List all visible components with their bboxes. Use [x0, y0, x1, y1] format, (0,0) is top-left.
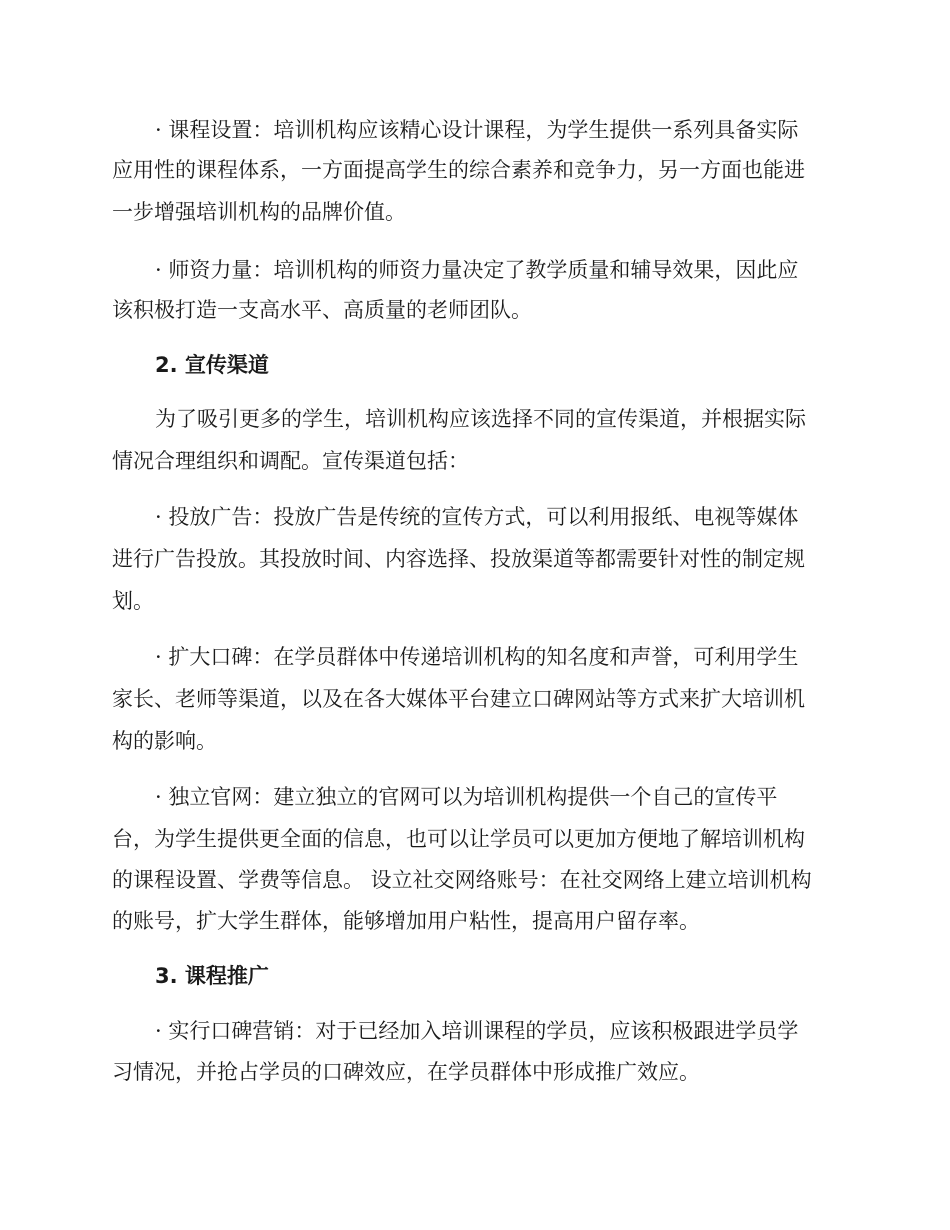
- text-line: · 实行口碑营销：对于已经加入培训课程的学员，应该积极跟进学员学: [155, 1019, 799, 1043]
- text-line: 情况合理组织和调配。宣传渠道包括：: [112, 449, 469, 473]
- text-line: · 师资力量：培训机构的师资力量决定了教学质量和辅导效果，因此应: [155, 258, 799, 282]
- text-line: 的账号，扩大学生群体，能够增加用户粘性，提高用户留存率。: [112, 909, 700, 933]
- text-line: 的课程设置、学费等信息。 设立社交网络账号：在社交网络上建立培训机构: [112, 868, 812, 892]
- text-line: 应用性的课程体系，一方面提高学生的综合素养和竞争力，另一方面也能进: [112, 158, 805, 182]
- text-line: · 投放广告：投放广告是传统的宣传方式，可以利用报纸、电视等媒体: [155, 505, 799, 529]
- text-line: · 独立官网：建立独立的官网可以为培训机构提供一个自己的宣传平: [155, 785, 778, 809]
- text-line: 习情况，并抢占学员的口碑效应，在学员群体中形成推广效应。: [112, 1060, 700, 1084]
- text-line: · 课程设置：培训机构应该精心设计课程，为学生提供一系列具备实际: [155, 118, 799, 142]
- text-line: 构的影响。: [112, 729, 217, 753]
- text-line: 进行广告投放。其投放时间、内容选择、投放渠道等都需要针对性的制定规: [112, 547, 805, 571]
- text-line: 划。: [112, 589, 154, 613]
- section-heading: 2. 宣传渠道: [155, 353, 269, 377]
- text-line: 一步增强培训机构的品牌价值。: [112, 200, 406, 224]
- section-heading: 3. 课程推广: [155, 964, 269, 988]
- text-line: 台，为学生提供更全面的信息，也可以让学员可以更加方便地了解培训机构: [112, 827, 805, 851]
- text-line: 该积极打造一支高水平、高质量的老师团队。: [112, 298, 532, 322]
- text-line: · 扩大口碑：在学员群体中传递培训机构的知名度和声誉，可利用学生: [155, 645, 799, 669]
- text-line: 家长、老师等渠道，以及在各大媒体平台建立口碑网站等方式来扩大培训机: [112, 687, 805, 711]
- text-line: 为了吸引更多的学生，培训机构应该选择不同的宣传渠道，并根据实际: [155, 407, 806, 431]
